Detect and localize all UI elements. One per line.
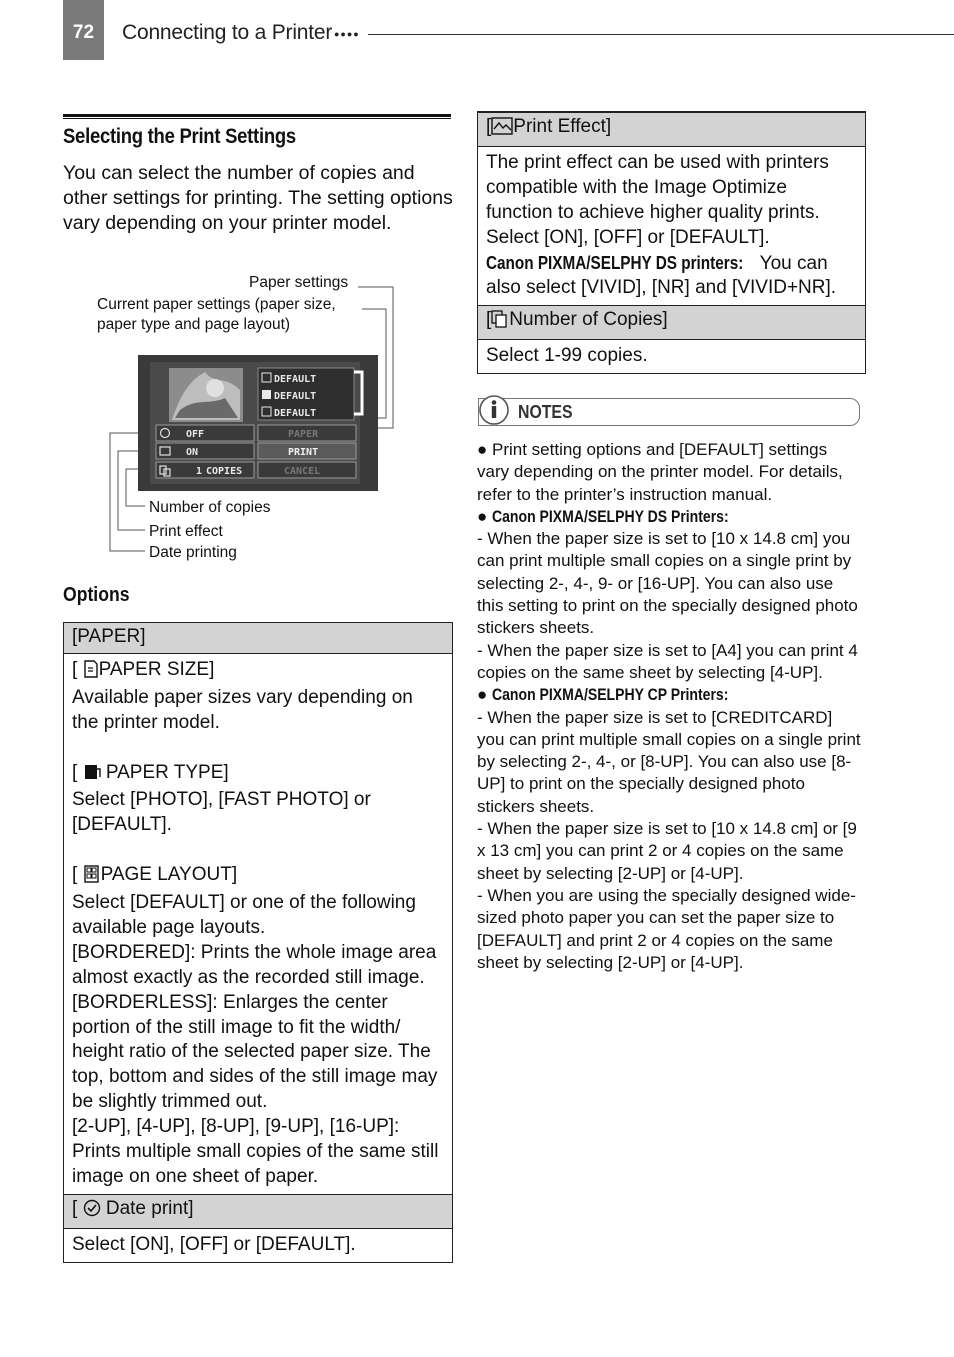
screen-paper-button: PAPER bbox=[288, 429, 319, 440]
print-effect-ds-note bbox=[486, 251, 857, 302]
print-effect-header: [ Print Effect] bbox=[478, 112, 866, 146]
copies-text: Select 1-99 copies. bbox=[478, 340, 866, 374]
date-print-text: Select [ON], [OFF] or [DEFAULT]. bbox=[64, 1228, 453, 1262]
print-effect-ds-heading: Canon PIXMA/SELPHY DS printers: bbox=[486, 252, 744, 273]
callout-number-of-copies: Number of copies bbox=[149, 499, 271, 516]
paper-type-text: Select [PHOTO], [FAST PHOTO] or [DEFAULT]. bbox=[72, 789, 371, 836]
bullet-icon: ● bbox=[477, 685, 492, 705]
page-layout-text-2: [BORDERED]: Prints the whole image area almost exactly as the recorded still image. bbox=[72, 941, 437, 988]
header-dots: ●●●● bbox=[334, 29, 360, 39]
callout-date-printing: Date printing bbox=[149, 544, 237, 561]
screen-copies-label: COPIES bbox=[206, 466, 243, 477]
screen-default-paper-size: DEFAULT bbox=[274, 374, 317, 385]
copies-header: [ Number of Copies] bbox=[478, 306, 866, 340]
copies-label: Number of Copies] bbox=[509, 309, 668, 331]
print-effect-ds-text: You can also select [VIVID], [NR] and [VIVID+NR]. bbox=[486, 252, 837, 299]
options-table-right bbox=[477, 111, 866, 374]
header-rule bbox=[368, 34, 954, 35]
screen-copies-value: 1 bbox=[196, 466, 203, 477]
note-ds-1: - When the paper size is set to [10 x 14.8 cm] you can print multiple small copies on a single print by selecting 2-, 4-, 9- or [16-UP]. You can also use this setting to print on the specially designed photo stickers sheets. bbox=[477, 529, 858, 638]
paper-size-row: [ PAPER SIZE] bbox=[72, 658, 444, 686]
date-print-label: Date print] bbox=[105, 1197, 194, 1219]
note-cp-2: - When the paper size is set to [10 x 14.8 cm] or [9 x 13 cm] you can print 2 or 4 copies on the same sheet by selecting [2-UP] or [4-UP]. bbox=[477, 819, 857, 883]
running-header-title: Connecting to a Printer bbox=[122, 21, 333, 44]
intro-paragraph: You can select the number of copies and other settings for printing. The setting options vary depending on your printer model. bbox=[63, 162, 453, 234]
section-title: Selecting the Print Settings bbox=[63, 125, 296, 148]
print-effect-label: Print Effect] bbox=[513, 116, 612, 137]
page-number: 72 bbox=[72, 22, 95, 43]
page-layout-text-4: [2-UP], [4-UP], [8-UP], [9-UP], [16-UP]: Prints multiple small copies of the same still image on one sheet of paper. bbox=[72, 1116, 439, 1187]
screen-effect-value: ON bbox=[186, 447, 199, 458]
notes-label: NOTES bbox=[518, 402, 573, 422]
screen-date-value: OFF bbox=[186, 429, 205, 440]
section-rule bbox=[63, 114, 451, 119]
note-cp-heading: Canon PIXMA/SELPHY CP Printers: bbox=[492, 686, 729, 705]
note-cp-heading-row bbox=[477, 684, 863, 706]
paper-type-row: [ PAPER TYPE] bbox=[72, 761, 444, 789]
date-print-icon bbox=[83, 1199, 101, 1225]
page-number-tab bbox=[63, 0, 104, 60]
notes-list bbox=[477, 439, 863, 974]
page-layout-label: PAGE LAYOUT] bbox=[100, 864, 238, 886]
bullet-icon: ● bbox=[477, 506, 492, 526]
options-table-left bbox=[63, 622, 453, 1263]
callout-print-effect: Print effect bbox=[149, 523, 223, 540]
callout-current-paper-2: paper type and page layout) bbox=[97, 316, 291, 333]
page-layout-icon bbox=[83, 865, 101, 891]
page-layout-text-3: [BORDERLESS]: Enlarges the center portion of the still image to fit the width/ height ratio of the selected paper size. The top, bottom and sides of the still image may be slightly trimmed out. bbox=[72, 991, 438, 1113]
paper-header: [PAPER] bbox=[64, 623, 453, 654]
callout-paper-settings: Paper settings bbox=[249, 274, 349, 291]
note-ds-2: - When the paper size is set to [A4] you can print 4 copies on the same sheet by selecting [4-UP]. bbox=[477, 640, 858, 682]
paper-type-icon bbox=[83, 763, 101, 789]
print-effect-icon bbox=[491, 117, 513, 143]
options-heading: Options bbox=[63, 584, 130, 606]
note-item-1: ● Print setting options and [DEFAULT] settings vary depending on the printer model. For details, refer to the printer’s instruction manual. bbox=[477, 440, 843, 504]
print-settings-screen-figure bbox=[100, 280, 400, 560]
copies-icon bbox=[491, 310, 509, 336]
date-print-header: [ Date print] bbox=[64, 1194, 453, 1228]
screen-cancel-button: CANCEL bbox=[284, 466, 321, 477]
screen-default-paper-type: DEFAULT bbox=[274, 391, 317, 402]
callout-current-paper-1: Current paper settings (paper size, bbox=[97, 296, 336, 313]
paper-size-label: PAPER SIZE] bbox=[98, 658, 215, 680]
print-effect-text: The print effect can be used with printers compatible with the Image Optimize function to achieve higher quality prints. Select [ON], [OFF] or [DEFAULT]. bbox=[486, 151, 829, 248]
screen-print-button: PRINT bbox=[288, 447, 319, 458]
screen-default-page-layout: DEFAULT bbox=[274, 408, 317, 419]
page-layout-row: [ PAGE LAYOUT] bbox=[72, 863, 444, 891]
paper-body bbox=[64, 653, 453, 1194]
note-ds-heading-row bbox=[477, 506, 863, 528]
note-cp-1: - When the paper size is set to [CREDITCARD] you can print multiple small copies on a single print by selecting 2-, 4-, or [8-UP]. You can also use [8-UP] to print on the specially designed photo stickers sheets. bbox=[477, 707, 861, 816]
paper-size-icon bbox=[83, 660, 99, 686]
note-cp-3: - When you are using the specially designed wide-sized photo paper you can set the paper size to [DEFAULT] and print 2 or 4 copies on the same sheet by selecting [2-UP] or [4-UP]. bbox=[477, 885, 856, 972]
page-layout-text-1: Select [DEFAULT] or one of the following available page layouts. bbox=[72, 892, 416, 938]
note-ds-heading: Canon PIXMA/SELPHY DS Printers: bbox=[492, 507, 729, 526]
paper-type-label: PAPER TYPE] bbox=[105, 761, 229, 783]
paper-size-text: Available paper sizes vary depending on the printer model. bbox=[72, 686, 413, 733]
print-effect-body bbox=[478, 146, 866, 305]
info-icon bbox=[478, 393, 512, 427]
bullet-icon: ● bbox=[477, 440, 492, 459]
